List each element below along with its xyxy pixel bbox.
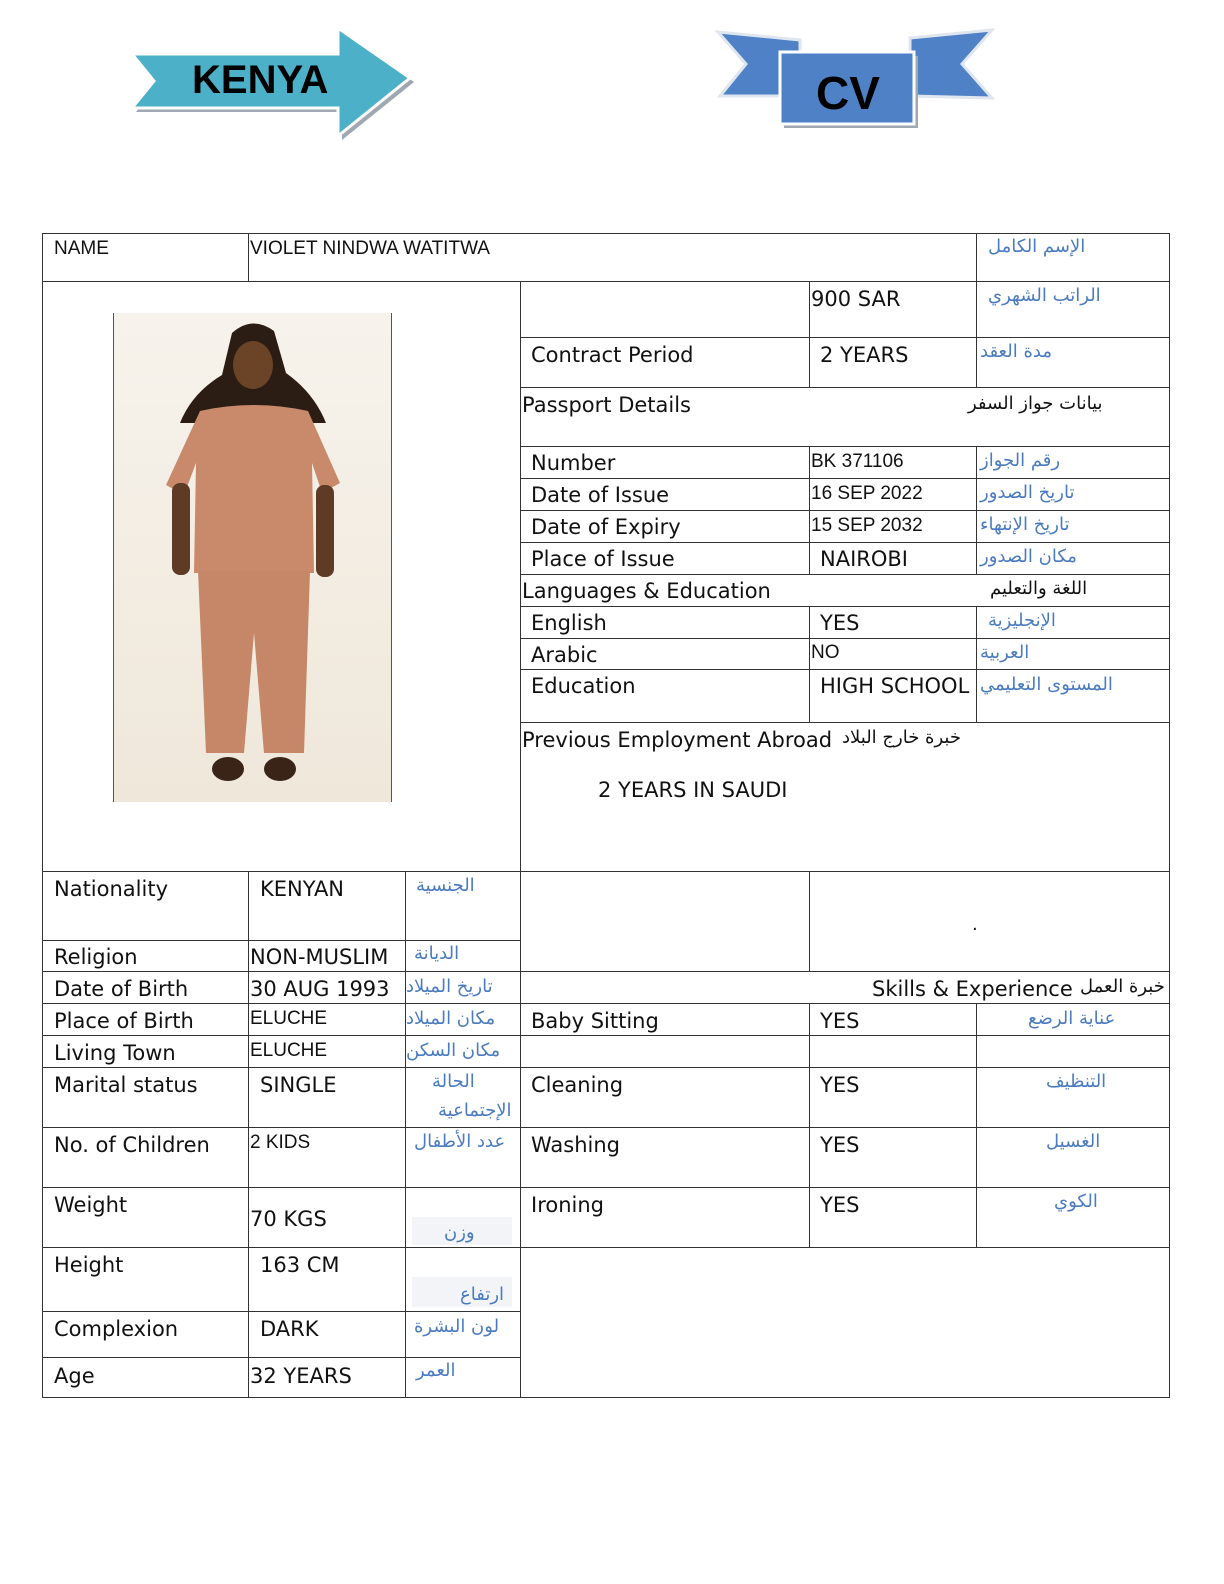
contract-label-ar: مدة العقد bbox=[980, 341, 1052, 362]
issue-date-label: Date of Issue bbox=[531, 483, 670, 507]
height-value: 163 CM bbox=[260, 1253, 340, 1277]
marital-label-ar-1: الحالة bbox=[432, 1071, 475, 1092]
expiry-date-label: Date of Expiry bbox=[531, 515, 681, 539]
arabic-label-ar: العربية bbox=[980, 642, 1030, 663]
expiry-date-value: 15 SEP 2032 bbox=[811, 515, 923, 536]
cleaning-value: YES bbox=[820, 1073, 860, 1097]
dob-value: 30 AUG 1993 bbox=[250, 977, 390, 1001]
languages-title: Languages & Education bbox=[522, 579, 771, 603]
complexion-value: DARK bbox=[260, 1317, 319, 1341]
town-label-ar: مكان السكن bbox=[406, 1040, 501, 1061]
english-label-ar: الإنجليزية bbox=[988, 610, 1056, 631]
religion-label-ar: الديانة bbox=[414, 943, 460, 964]
marital-label-ar-2: الإجتماعية bbox=[438, 1100, 512, 1121]
name-value: VIOLET NINDWA WATITWA bbox=[250, 238, 490, 259]
cv-banner-label: CV bbox=[816, 67, 880, 119]
religion-label: Religion bbox=[54, 945, 138, 969]
washing-label: Washing bbox=[531, 1133, 621, 1157]
skills-dot: . bbox=[972, 914, 978, 935]
marital-label: Marital status bbox=[54, 1073, 198, 1097]
issue-date-label-ar: تاريخ الصدور bbox=[980, 482, 1075, 503]
name-label: NAME bbox=[54, 238, 109, 259]
age-value: 32 YEARS bbox=[250, 1364, 352, 1388]
person-figure-icon bbox=[114, 313, 391, 802]
washing-value: YES bbox=[820, 1133, 860, 1157]
passport-number-label: Number bbox=[531, 451, 616, 475]
education-value: HIGH SCHOOL bbox=[820, 674, 970, 698]
english-label: English bbox=[531, 611, 607, 635]
pob-label: Place of Birth bbox=[54, 1009, 194, 1033]
passport-title: Passport Details bbox=[522, 393, 691, 417]
height-label-ar: ارتفاع bbox=[460, 1284, 505, 1305]
baby-sitting-value: YES bbox=[820, 1009, 860, 1033]
issue-place-label: Place of Issue bbox=[531, 547, 675, 571]
skills-title: Skills & Experience bbox=[872, 977, 1073, 1001]
children-label-ar: عدد الأطفال bbox=[414, 1131, 506, 1152]
contract-label: Contract Period bbox=[531, 343, 694, 367]
ironing-label-ar: الكوي bbox=[1054, 1191, 1098, 1212]
issue-place-label-ar: مكان الصدور bbox=[980, 546, 1077, 567]
complexion-label-ar: لون البشرة bbox=[414, 1316, 500, 1337]
weight-value: 70 KGS bbox=[250, 1207, 327, 1231]
weight-label-ar: وزن bbox=[444, 1222, 475, 1243]
dob-label-ar: تاريخ الميلاد bbox=[406, 976, 493, 997]
complexion-label: Complexion bbox=[54, 1317, 179, 1341]
washing-label-ar: الغسيل bbox=[1046, 1131, 1101, 1152]
ironing-label: Ironing bbox=[531, 1193, 604, 1217]
previous-employment-title-ar: خبرة خارج البلاد bbox=[842, 727, 961, 748]
previous-employment-title: Previous Employment Abroad bbox=[522, 728, 833, 752]
name-label-ar: الإسم الكامل bbox=[988, 236, 1086, 257]
country-banner-label: KENYA bbox=[192, 58, 329, 102]
age-label-ar: العمر bbox=[416, 1360, 456, 1381]
contract-value: 2 YEARS bbox=[820, 343, 909, 367]
ironing-value: YES bbox=[820, 1193, 860, 1217]
salary-value: 900 SAR bbox=[811, 287, 901, 311]
arabic-value: NO bbox=[811, 642, 840, 663]
arabic-label: Arabic bbox=[531, 643, 598, 667]
town-label: Living Town bbox=[54, 1041, 176, 1065]
passport-title-ar: بيانات جواز السفر bbox=[968, 393, 1103, 414]
issue-date-value: 16 SEP 2022 bbox=[811, 483, 923, 504]
marital-value: SINGLE bbox=[260, 1073, 337, 1097]
baby-sitting-label-ar: عناية الرضع bbox=[1028, 1008, 1116, 1029]
age-label: Age bbox=[54, 1364, 95, 1388]
weight-label: Weight bbox=[54, 1193, 128, 1217]
children-value: 2 KIDS bbox=[250, 1132, 311, 1153]
salary-label-ar: الراتب الشهري bbox=[988, 285, 1101, 306]
education-label-ar: المستوى التعليمي bbox=[980, 674, 1113, 695]
children-label: No. of Children bbox=[54, 1133, 210, 1157]
nationality-label: Nationality bbox=[54, 877, 169, 901]
languages-title-ar: اللغة والتعليم bbox=[990, 578, 1088, 599]
religion-value: NON-MUSLIM bbox=[250, 945, 389, 969]
cleaning-label-ar: التنظيف bbox=[1046, 1071, 1107, 1092]
english-value: YES bbox=[820, 611, 860, 635]
education-label: Education bbox=[531, 674, 636, 698]
cleaning-label: Cleaning bbox=[531, 1073, 624, 1097]
nationality-value: KENYAN bbox=[260, 877, 345, 901]
baby-sitting-label: Baby Sitting bbox=[531, 1009, 659, 1033]
expiry-date-label-ar: تاريخ الإنتهاء bbox=[980, 514, 1070, 535]
pob-label-ar: مكان الميلاد bbox=[406, 1008, 496, 1029]
passport-number-label-ar: رقم الجواز bbox=[980, 450, 1061, 471]
town-value: ELUCHE bbox=[250, 1040, 328, 1061]
dob-label: Date of Birth bbox=[54, 977, 189, 1001]
issue-place-value: NAIROBI bbox=[820, 547, 908, 571]
height-label: Height bbox=[54, 1253, 124, 1277]
pob-value: ELUCHE bbox=[250, 1008, 328, 1029]
candidate-photo bbox=[113, 313, 392, 802]
previous-employment-value: 2 YEARS IN SAUDI bbox=[598, 778, 788, 802]
passport-number-value: BK 371106 bbox=[811, 451, 904, 472]
skills-title-ar: خبرة العمل bbox=[1080, 976, 1165, 997]
nationality-label-ar: الجنسية bbox=[416, 875, 475, 896]
